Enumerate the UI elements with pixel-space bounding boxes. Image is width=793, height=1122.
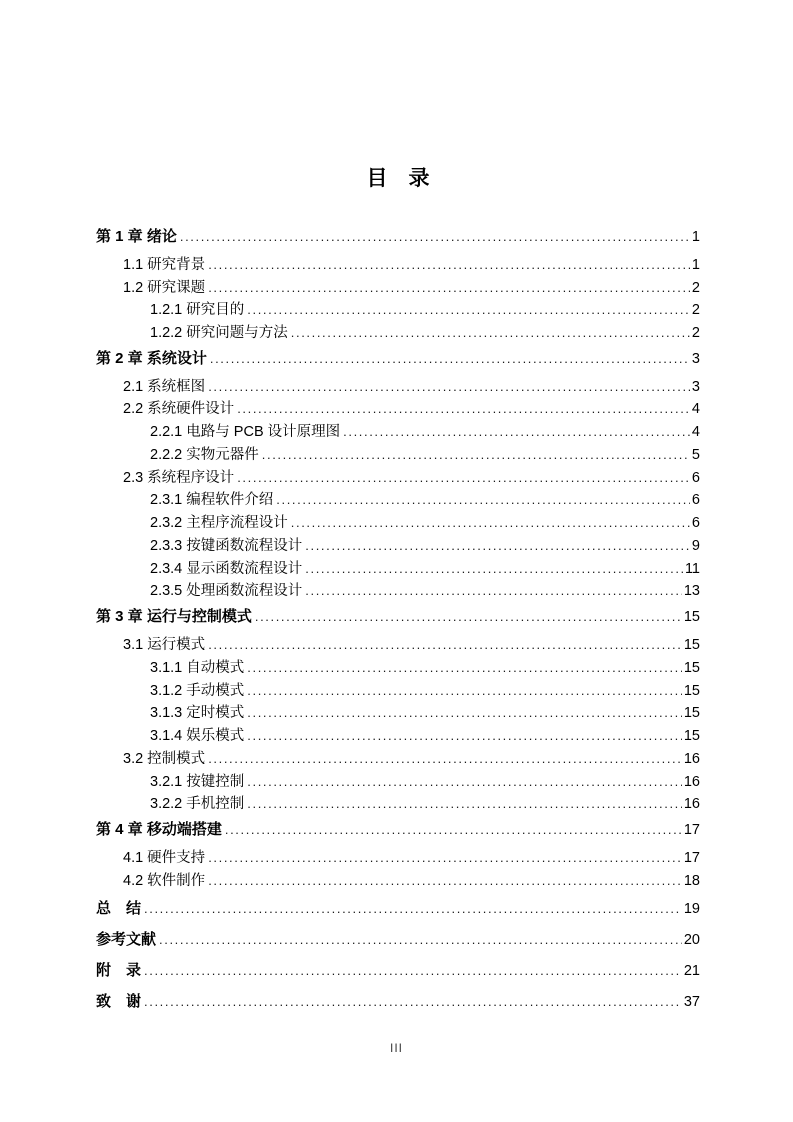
toc-dot-leader (144, 898, 682, 920)
toc-page-number: 2 (691, 324, 700, 341)
toc-page-number: 16 (683, 773, 700, 790)
toc-dot-leader (247, 771, 682, 794)
footer-page-number: III (389, 1041, 403, 1055)
toc-page-number: 3 (691, 350, 700, 367)
toc-page-number: 17 (683, 850, 700, 867)
toc-dot-leader (247, 702, 682, 725)
toc-entry-label: 3.2 控制模式 (123, 750, 206, 767)
toc-page-number: 6 (691, 469, 700, 486)
toc-entry[interactable] (96, 634, 700, 657)
toc-page-number: 19 (683, 901, 700, 918)
toc-entry-label: 3.1.4 娱乐模式 (150, 728, 245, 745)
toc-page-number: 15 (683, 728, 700, 745)
toc-entry-label: 总 结 (96, 900, 142, 918)
toc-page-number: 15 (683, 682, 700, 699)
toc-entry[interactable] (96, 322, 700, 345)
toc-dot-leader (159, 929, 682, 951)
toc-dot-leader (291, 322, 690, 345)
toc-entry-label: 3.1.3 定时模式 (150, 705, 245, 722)
toc-entry[interactable] (96, 535, 700, 558)
toc-entry-label: 3.1.1 自动模式 (150, 659, 245, 676)
toc-entry[interactable] (96, 748, 700, 771)
toc-entry[interactable] (96, 254, 700, 277)
toc-entry-label: 4.1 硬件支持 (123, 850, 206, 867)
toc-entry[interactable] (96, 489, 700, 512)
toc-entry[interactable] (96, 398, 700, 421)
toc-entry[interactable] (96, 558, 700, 581)
toc-page-number: 16 (683, 750, 700, 767)
toc-dot-leader (208, 634, 682, 657)
toc-page-number: 15 (683, 609, 700, 626)
toc-page-number: 37 (683, 994, 700, 1011)
toc-entry-label: 2.2.2 实物元器件 (150, 446, 259, 463)
toc-entry-label: 2.3.2 主程序流程设计 (150, 514, 288, 531)
toc-entry-label: 2.3.5 处理函数流程设计 (150, 583, 303, 600)
toc-dot-leader (247, 725, 682, 748)
toc-entry[interactable] (96, 277, 700, 300)
toc-entry[interactable] (96, 605, 700, 629)
toc-page-number: 2 (691, 302, 700, 319)
toc-dot-leader (208, 748, 682, 771)
toc-entry-label: 2.3.3 按键函数流程设计 (150, 537, 303, 554)
toc-page-number: 1 (691, 257, 700, 273)
toc-page-number: 4 (691, 401, 700, 418)
toc-dot-leader (276, 489, 690, 512)
toc-page-number: 21 (683, 963, 700, 980)
toc-entry-label: 附 录 (96, 962, 142, 980)
toc-entry[interactable] (96, 376, 700, 399)
toc-entry[interactable] (96, 680, 700, 703)
toc-dot-leader (305, 580, 682, 603)
toc-dot-leader (180, 225, 690, 248)
toc-entry[interactable] (96, 960, 700, 982)
toc-page-number: 9 (691, 537, 700, 554)
toc-entry[interactable] (96, 421, 700, 444)
toc-page-number: 5 (691, 446, 700, 463)
toc-entry-label: 2.3.4 显示函数流程设计 (150, 560, 303, 577)
toc-dot-leader (208, 376, 690, 399)
toc-page-number: 13 (683, 583, 700, 600)
toc-entry-label: 第 4 章 移动端搭建 (96, 821, 222, 839)
toc-page-number: 18 (683, 872, 700, 889)
toc-dot-leader (208, 277, 690, 300)
toc-entry-label: 3.1 运行模式 (123, 637, 206, 654)
toc-dot-leader (237, 467, 690, 490)
toc-dot-leader (210, 347, 690, 370)
toc-entry[interactable] (96, 847, 700, 870)
toc-page-number: 11 (684, 560, 700, 577)
toc-dot-leader (305, 535, 690, 558)
toc-entry-label: 参考文献 (96, 931, 157, 949)
toc-page-number: 6 (691, 514, 700, 531)
toc-dot-leader (225, 818, 682, 841)
toc-page-number: 3 (691, 378, 700, 395)
toc-page-number: 1 (691, 229, 700, 245)
toc-entry[interactable] (96, 467, 700, 490)
toc-entry[interactable] (96, 793, 700, 816)
toc-dot-leader (262, 444, 690, 467)
toc-entry[interactable] (96, 991, 700, 1013)
toc-page-number: 20 (683, 932, 700, 949)
toc-entry-label: 2.3 系统程序设计 (123, 469, 235, 486)
toc-entry-label: 3.2.2 手机控制 (150, 796, 245, 813)
toc-entry[interactable] (96, 725, 700, 748)
toc-entry[interactable] (96, 299, 700, 322)
toc-page-number: 15 (683, 659, 700, 676)
toc-entry-label: 3.1.2 手动模式 (150, 682, 245, 699)
toc-dot-leader (208, 254, 690, 277)
toc-entry-label: 1.2 研究课题 (123, 279, 206, 296)
toc-entry-label: 第 3 章 运行与控制模式 (96, 608, 252, 626)
toc-entry[interactable] (96, 702, 700, 725)
toc-page-number: 2 (691, 279, 700, 296)
toc-entry-label: 2.2.1 电路与 PCB 设计原理图 (150, 423, 341, 440)
toc-dot-leader (291, 512, 690, 535)
toc-entry-label: 致 谢 (96, 993, 142, 1011)
toc-dot-leader (208, 870, 682, 893)
toc-entry[interactable] (96, 444, 700, 467)
toc-entry-label: 3.2.1 按键控制 (150, 773, 245, 790)
toc-page-number: 4 (691, 423, 700, 440)
toc-dot-leader (247, 680, 682, 703)
toc-entry-label: 第 2 章 系统设计 (96, 349, 207, 367)
toc-entry-label: 2.3.1 编程软件介绍 (150, 492, 274, 509)
toc-dot-leader (144, 991, 682, 1013)
toc-entry-label: 4.2 软件制作 (123, 872, 206, 889)
toc-entry[interactable] (96, 929, 700, 951)
toc-dot-leader (237, 398, 690, 421)
toc-list (96, 225, 700, 1013)
toc-entry-label: 2.2 系统硬件设计 (123, 401, 235, 418)
toc-entry[interactable] (96, 225, 700, 249)
toc-dot-leader (247, 793, 682, 816)
toc-entry-label: 1.1 研究背景 (123, 257, 206, 273)
toc-page-number: 16 (683, 796, 700, 813)
toc-entry-label: 第 1 章 绪论 (96, 228, 177, 245)
toc-entry[interactable] (96, 771, 700, 794)
toc-dot-leader (208, 847, 682, 870)
toc-page-number: 17 (683, 822, 700, 839)
toc-dot-leader (255, 605, 682, 628)
page-content (96, 0, 700, 1013)
toc-dot-leader (247, 299, 690, 322)
toc-entry-label: 1.2.1 研究目的 (150, 302, 245, 319)
toc-entry[interactable] (96, 347, 700, 371)
toc-entry[interactable] (96, 898, 700, 920)
toc-dot-leader (305, 558, 683, 581)
toc-page-number: 15 (683, 705, 700, 722)
toc-dot-leader (247, 657, 682, 680)
toc-entry[interactable] (96, 870, 700, 893)
toc-entry[interactable] (96, 657, 700, 680)
toc-entry-label: 1.2.2 研究问题与方法 (150, 324, 288, 341)
toc-entry[interactable] (96, 580, 700, 603)
toc-page-number: 6 (691, 492, 700, 509)
toc-entry-label: 2.1 系统框图 (123, 378, 206, 395)
toc-dot-leader (144, 960, 682, 982)
toc-page-number: 15 (683, 637, 700, 654)
toc-dot-leader (343, 421, 690, 444)
toc-entry[interactable] (96, 512, 700, 535)
toc-title: 目 录 (366, 167, 430, 190)
toc-entry[interactable] (96, 818, 700, 842)
